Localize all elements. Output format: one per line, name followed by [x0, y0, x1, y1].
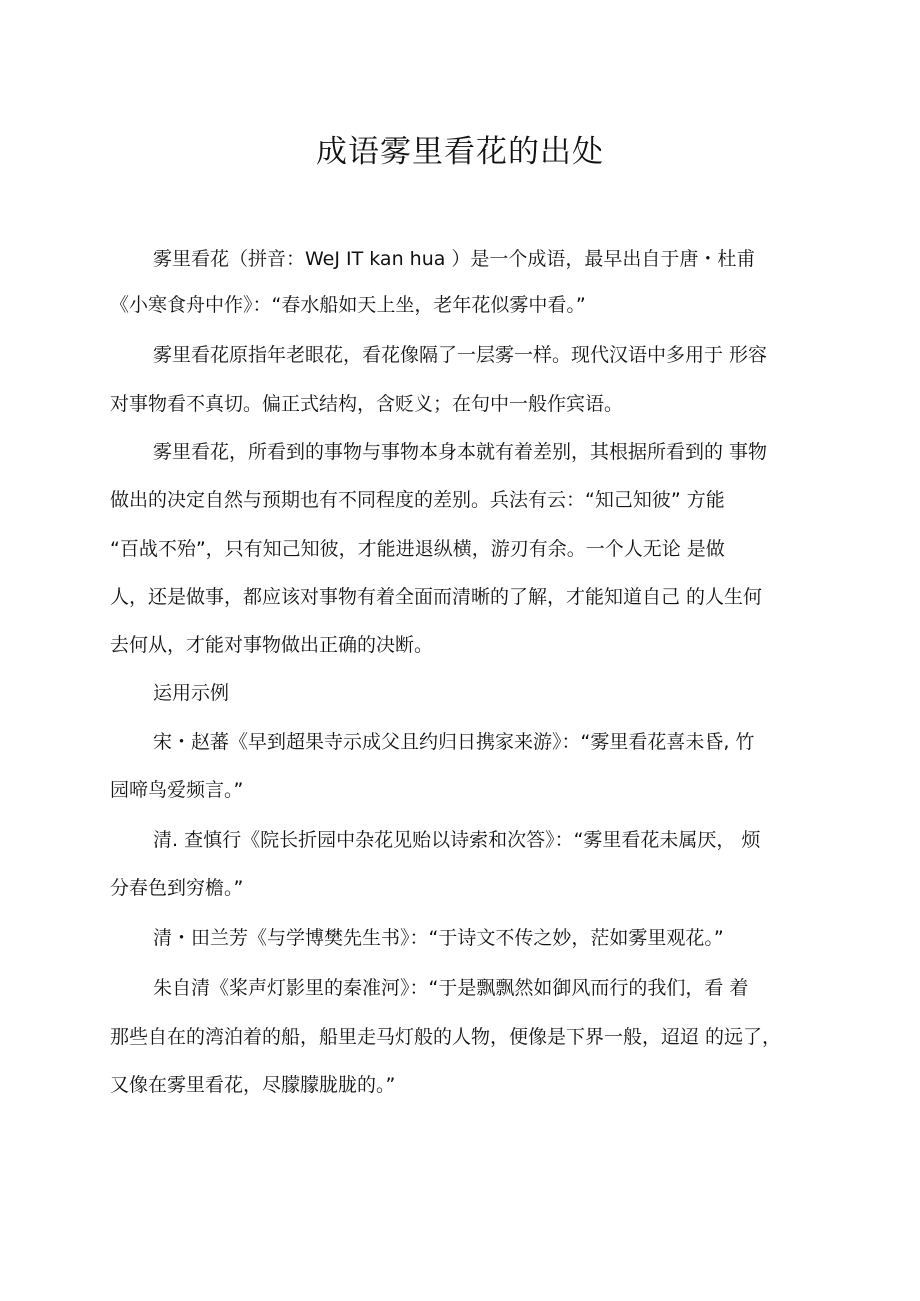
text-line-18: 又像在雾里看花，尽朦朦胧胧的。”	[110, 1074, 396, 1096]
text-line-17: 那些自在的湾泊着的船，船里走马灯般的人物，便像是下界一般，迢迢 的远了，	[110, 1026, 782, 1048]
text-line-13: 清. 查慎行《院长折园中杂花见贻以诗索和次答》：“雾里看花未属厌， 烦	[153, 829, 761, 851]
text-line-7: “百战不殆”，只有知己知彼，才能进退纵横，游刃有余。一个人无论 是做	[110, 538, 725, 560]
document-title: 成语雾里看花的出处	[316, 134, 604, 170]
text-line-6: 做出的决定自然与预期也有不同程度的差别。兵法有云：“知己知彼” 方能	[110, 489, 725, 511]
section-heading: 运用示例	[153, 682, 230, 704]
text-line-15: 清・田兰芳《与学博樊先生书》：“于诗文不传之妙，茫如雾里观花。”	[153, 927, 724, 949]
text-line-1: 雾里看花（拼音：WeJ IT kan hua ）是一个成语，最早出自于唐・杜甫	[153, 248, 756, 270]
text-line-16: 朱自清《桨声灯影里的秦准河》：“于是飘飘然如御风而行的我们，看 着	[153, 977, 749, 999]
text-line-9: 去何从，才能对事物做出正确的决断。	[110, 634, 434, 656]
text-line-14: 分春色到穷檐。”	[110, 877, 244, 899]
text-line-11: 宋・赵蕃《早到超果寺示成父且约归日携家来游》：“雾里看花喜未昏, 竹	[153, 731, 755, 753]
text-line-3: 雾里看花原指年老眼花，看花像隔了一层雾一样。现代汉语中多用于 形容	[153, 344, 768, 366]
text-line-12: 园啼鸟爱频言。”	[110, 779, 244, 801]
text-line-2: 《小寒食舟中作》：“春水船如天上坐，老年花似雾中看。”	[110, 294, 586, 316]
text-line-4: 对事物看不真切。偏正式结构，含贬义；在句中一般作宾语。	[110, 393, 624, 415]
text-line-5: 雾里看花，所看到的事物与事物本身本就有着差别，其根据所看到的 事物	[153, 441, 768, 463]
text-line-8: 人，还是做事，都应该对事物有着全面而清晰的了解，才能知道自己 的人生何	[110, 586, 763, 608]
